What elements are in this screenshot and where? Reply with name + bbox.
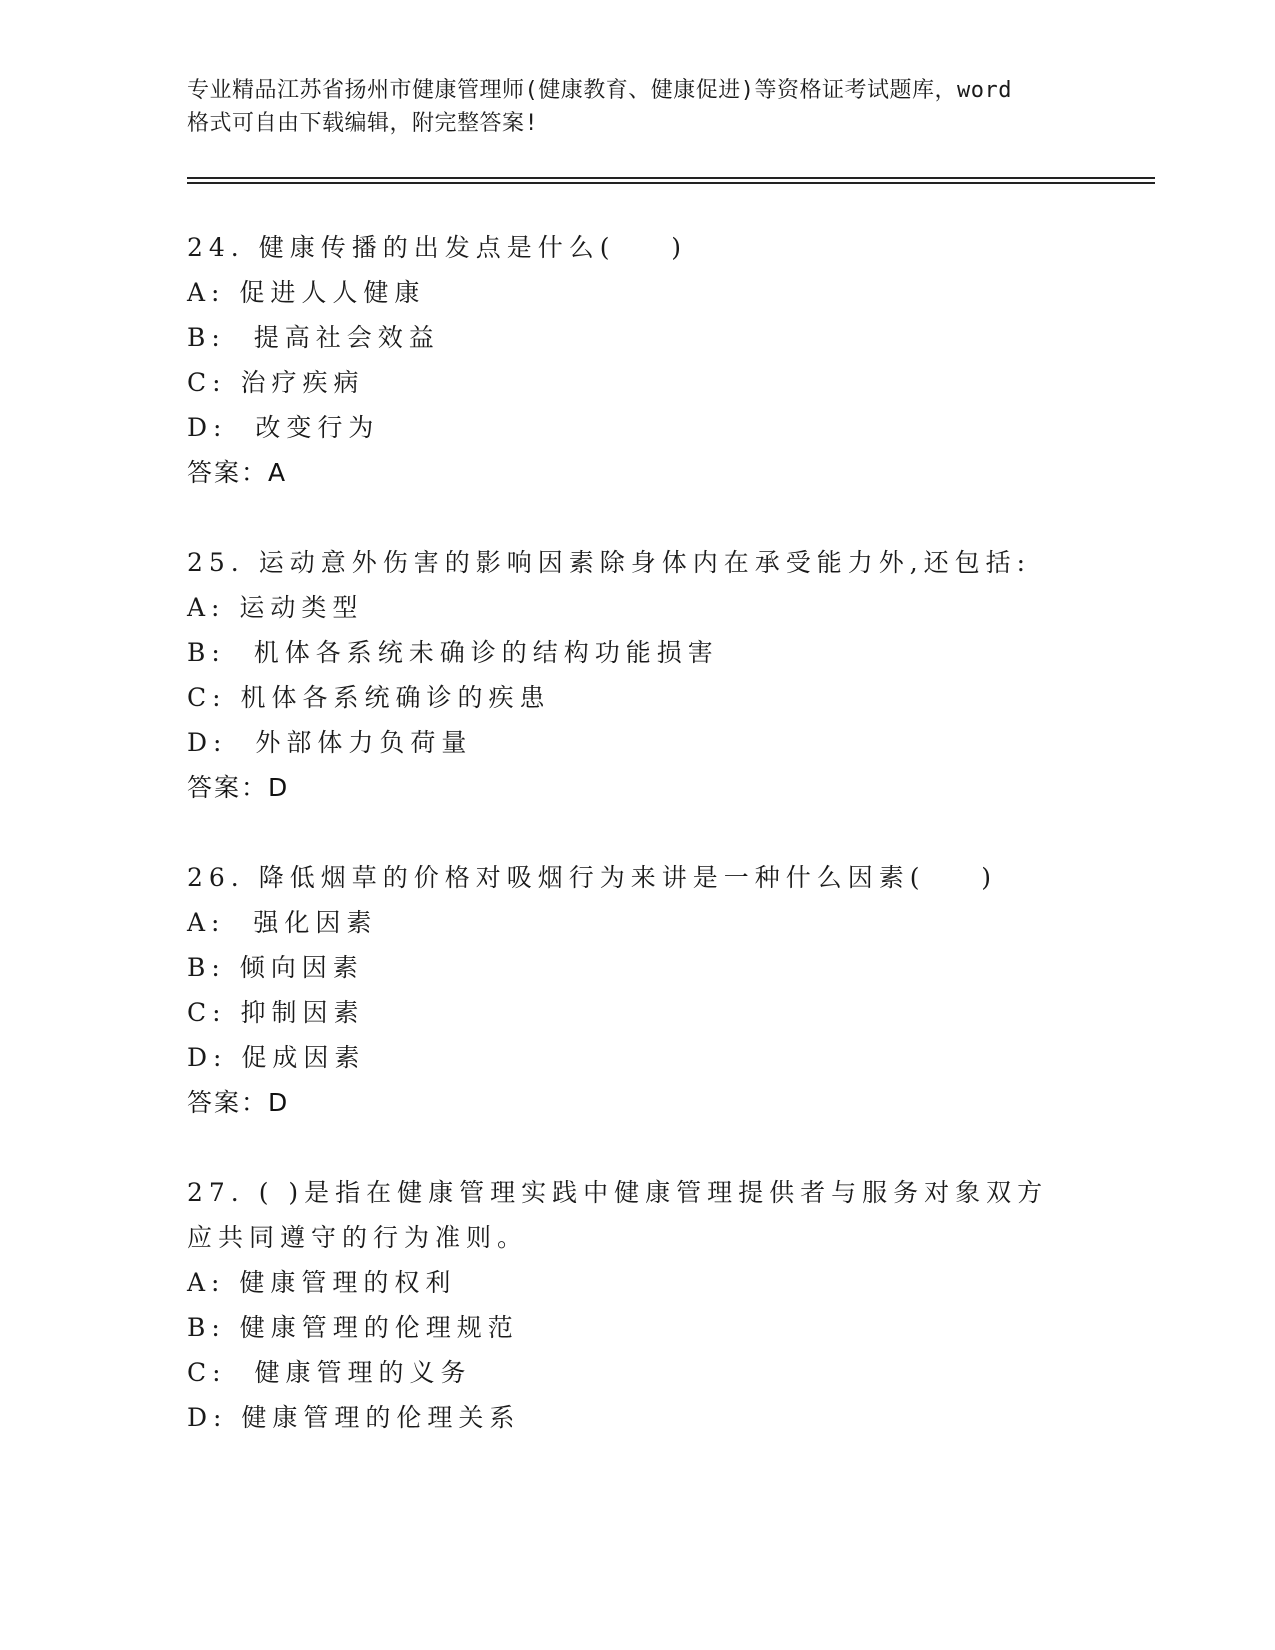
question-24 [187, 225, 1087, 495]
question-stem: 26. 降低烟草的价格对吸烟行为来讲是一种什么因素( ) [187, 863, 998, 892]
question-stem: 24. 健康传播的出发点是什么( ) [187, 233, 688, 262]
option-b: B: 倾向因素 [187, 953, 364, 982]
question-27 [187, 1170, 1087, 1440]
option-a: A: 促进人人健康 [187, 278, 426, 307]
option-d: D: 外部体力负荷量 [187, 728, 473, 757]
question-stem: 27. ( )是指在健康管理实践中健康管理提供者与服务对象双方应共同遵守的行为准则。 [187, 1178, 1049, 1252]
option-b: B: 提高社会效益 [187, 323, 440, 352]
option-b: B: 机体各系统未确诊的结构功能损害 [187, 638, 719, 667]
option-c: C: 治疗疾病 [187, 368, 365, 397]
option-d: D: 健康管理的伦理关系 [187, 1403, 521, 1432]
option-c: C: 抑制因素 [187, 998, 365, 1027]
option-a: A: 运动类型 [187, 593, 364, 622]
option-d: D: 改变行为 [187, 413, 380, 442]
answer: 答案：D [187, 773, 290, 802]
option-a: A: 健康管理的权利 [187, 1268, 457, 1297]
question-26 [187, 855, 1087, 1125]
option-a: A: 强化因素 [187, 908, 378, 937]
answer: 答案：D [187, 1088, 290, 1117]
question-25 [187, 540, 1087, 810]
document-header [187, 74, 1087, 140]
option-c: C: 机体各系统确诊的疾患 [187, 683, 551, 712]
answer: 答案：A [187, 458, 288, 487]
option-c: C: 健康管理的义务 [187, 1358, 472, 1387]
question-stem: 25. 运动意外伤害的影响因素除身体内在承受能力外,还包括: [187, 548, 1032, 577]
header-divider-bottom [187, 182, 1155, 184]
header-line-2: 格式可自由下载编辑，附完整答案! [187, 111, 539, 136]
header-line-1: 专业精品江苏省扬州市健康管理师(健康教育、健康促进)等资格证考试题库，word [187, 78, 1012, 103]
option-d: D: 促成因素 [187, 1043, 366, 1072]
option-b: B: 健康管理的伦理规范 [187, 1313, 519, 1342]
header-divider-top [187, 177, 1155, 179]
